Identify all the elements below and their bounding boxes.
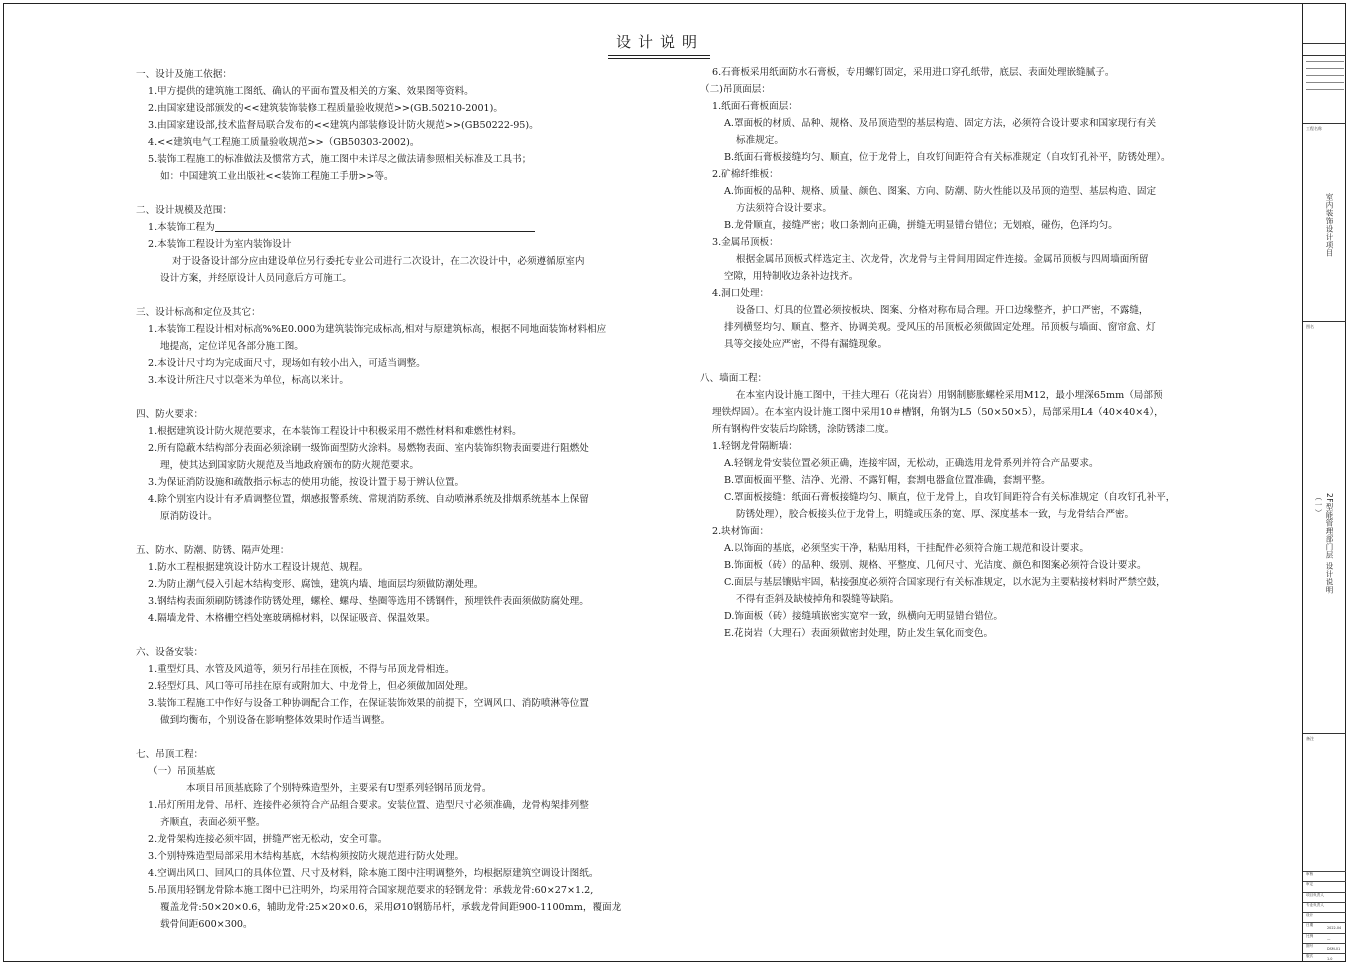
project-name: 室内装饰设计项目: [1325, 193, 1334, 257]
drawing-name: 2F型能管理部门层 设计说明（一）: [1314, 493, 1334, 594]
left-note-line: [136, 678, 636, 695]
left-note-line: [136, 253, 636, 270]
left-note-line: [136, 695, 636, 712]
left-note-line-text: 2.本设计尺寸均为完成面尺寸，现场如有较小出入，可适当调整。: [148, 358, 426, 369]
left-note-line: [136, 100, 636, 117]
left-note-line-text: 2.龙骨架构连接必须牢固，拼缝严密无松动，安全可靠。: [148, 834, 388, 845]
left-note-line-text: 4.<<建筑电气工程施工质量验收规范>>（GB50303-2002)。: [148, 137, 420, 148]
right-note-line: [700, 404, 1220, 421]
left-note-line: [136, 406, 636, 423]
right-note-line-text: 八、墙面工程：: [700, 373, 768, 384]
right-note-line: [700, 557, 1220, 574]
title-block: [1303, 3, 1346, 962]
right-note-line-text: 方法须符合设计要求。: [736, 203, 832, 214]
right-note-line-text: A.轻钢龙骨安装位置必须正确，连接牢固，无松动，正确选用龙骨系列并符合产品要求。: [724, 458, 1099, 469]
left-note-line-text: 3.装饰工程施工中作好与设备工种协调配合工作，在保证装饰效果的前提下，空调风口、消防喷淋等位置: [148, 698, 589, 709]
left-note-line: [136, 134, 636, 151]
right-note-line-text: A.饰面板的品种、规格、质量、颜色、图案、方向、防潮、防火性能以及吊顶的造型、基层构造、固定: [724, 186, 1157, 197]
left-note-line: [136, 797, 636, 814]
right-note-line-text: 排列横竖均匀、顺直、整齐、协调美观。受风压的吊顶板必须做固定处理。吊顶板与墙面、窗帘盒、灯: [724, 322, 1156, 333]
right-note-line-text: 埋铁焊固）。在本室内设计施工图中采用10＃槽钢，角钢为L5（50×50×5），局部采用L4（40×40×4），: [712, 407, 1164, 418]
right-note-line-text: 2.块材饰面：: [712, 526, 770, 537]
right-note-line-text: 1.轻钢龙骨隔断墙：: [712, 441, 798, 452]
right-note-line: [700, 115, 1220, 132]
left-note-line: [136, 780, 636, 797]
title-block-row-label: 项目负责人: [1306, 892, 1324, 897]
title-block-row-value: 1.0: [1327, 957, 1333, 962]
right-note-line: [700, 217, 1220, 234]
left-note-line-text: 3.本设计所注尺寸以毫米为单位，标高以米计。: [148, 375, 350, 386]
notes-left-column: [136, 66, 636, 933]
right-note-line: [700, 234, 1220, 251]
right-note-line: [700, 336, 1220, 353]
title-block-row: [1303, 892, 1346, 902]
right-note-line-text: 标准规定。: [736, 135, 784, 146]
right-note-line: [700, 574, 1220, 591]
title-block-row-value: 2022-04: [1327, 926, 1342, 931]
right-note-line: [700, 370, 1220, 387]
right-note-line: [700, 166, 1220, 183]
right-note-line: [700, 455, 1220, 472]
right-note-line-text: 2.矿棉纤维板：: [712, 169, 779, 180]
left-note-line: [136, 814, 636, 831]
right-note-line-text: 空隙，用特制收边条补边找齐。: [724, 271, 859, 282]
title-block-rule: [1303, 733, 1346, 734]
left-note-line-text: 齐顺直，表面必须平整。: [160, 817, 266, 828]
right-note-line-text: C.面层与基层镶贴牢固，粘接强度必须符合国家现行有关标准规定，以水泥为主要粘接材料时严禁空鼓，: [724, 577, 1166, 588]
right-note-line-text: 3.金属吊顶板：: [712, 237, 779, 248]
right-note-line-text: 设备口、灯具的位置必须按板块、图案、分格对称布局合理。开口边缘整齐，护口严密，不露缝，: [736, 305, 1149, 316]
right-note-line: [700, 285, 1220, 302]
right-note-line-text: E.花岗岩（大理石）表面须做密封处理，防止发生氧化而变色。: [724, 628, 994, 639]
left-note-line-text: 2.所有隐蔽木结构部分表面必须涂刷一级饰面型防火涂料。易燃物表面、室内装饰织物表面要进行阻燃处: [148, 443, 589, 454]
left-note-line-text: 1.吊灯所用龙骨、吊杆、连接件必须符合产品组合要求。安装位置、造型尺寸必须准确，龙骨构架排列整: [148, 800, 589, 811]
right-note-line-text: 1.纸面石膏板面层：: [712, 101, 798, 112]
right-note-line-text: 具等交接处应严密，不得有漏缝现象。: [724, 339, 888, 350]
right-note-line-text: A.以饰面的基底，必须坚实干净，粘贴用料，干挂配件必须符合施工规范和设计要求。: [724, 543, 1089, 554]
title-block-row: [1303, 953, 1346, 963]
left-note-line: [136, 474, 636, 491]
right-note-line: [700, 268, 1220, 285]
title-block-row: [1303, 871, 1346, 881]
left-note-line: [136, 321, 636, 338]
right-note-line: [700, 183, 1220, 200]
right-note-line: [700, 523, 1220, 540]
title-block-row-label: 日期: [1306, 923, 1314, 928]
left-note-line: [136, 66, 636, 83]
left-note-line-text: 原消防设计。: [160, 511, 218, 522]
left-note-line-text: 理，使其达到国家防火规范及当地政府颁布的防火规范要求。: [160, 460, 420, 471]
title-block-row-value: —: [1327, 936, 1331, 941]
title-block-row: [1303, 922, 1346, 932]
left-note-line-text: 1.重型灯具、水管及风道等，须另行吊挂在顶板，不得与吊顶龙骨相连。: [148, 664, 455, 675]
left-note-line: [136, 219, 636, 236]
left-note-line-text: 覆盖龙骨:50×20×0.6，辅助龙骨:25×20×0.6，采用Ø10钢筋吊杆，承载龙骨间距900-1100mm，覆面龙: [160, 902, 622, 913]
left-note-line: [136, 831, 636, 848]
left-note-line-text: 1.本装饰工程为: [148, 222, 215, 233]
page-title: 设计说明: [615, 33, 704, 51]
left-note-line-text: 四、防火要求：: [136, 409, 204, 420]
right-note-line: [700, 421, 1220, 438]
right-note-line: [700, 540, 1220, 557]
left-note-line-text: 1.本装饰工程设计相对标高%%E0.000为建筑装饰完成标高,相对与原建筑标高，根据不同地面装饰材料相应: [148, 324, 607, 335]
right-note-line-text: C.罩面板接缝：纸面石膏板接缝均匀、顺直，位于龙骨上，自攻钉间距符合有关标准规定（自攻钉孔补平，: [724, 492, 1176, 503]
right-note-line: [700, 625, 1220, 642]
title-block-rows: [1303, 871, 1346, 964]
left-note-line-text: 对于设备设计部分应由建设单位另行委托专业公司进行二次设计，在二次设计中，必须遵循原室内: [172, 256, 585, 267]
left-note-line-text: 如：中国建筑工业出版社<<装饰工程施工手册>>等。: [160, 171, 394, 182]
left-note-line-text: 七、吊顶工程：: [136, 749, 204, 760]
title-block-row-label: 比例: [1306, 933, 1314, 938]
left-note-line: [136, 746, 636, 763]
right-note-line-text: B.罩面板面平整、洁净、光滑、不露钉帽，套割电器盒位置准确，套割平整。: [724, 475, 1051, 486]
left-note-line: [136, 338, 636, 355]
left-note-line-text: 六、设备安装：: [136, 647, 204, 658]
title-block-row-label: 版次: [1306, 954, 1314, 959]
right-note-line: [700, 64, 1220, 81]
right-note-line: [700, 302, 1220, 319]
right-note-line-text: B.纸面石膏板接缝均匀、顺直，位于龙骨上，自攻钉间距符合有关标准规定（自攻钉孔补平，防锈处理）。: [724, 152, 1171, 163]
title-block-rule: [1303, 43, 1346, 44]
drawing-label: 图名: [1306, 324, 1314, 329]
title-underline: [608, 55, 710, 56]
right-note-line: [700, 506, 1220, 523]
left-note-line-text: 2.轻型灯具、风口等可吊挂在原有或附加大、中龙骨上，但必须做加固处理。: [148, 681, 474, 692]
right-note-line: [700, 251, 1220, 268]
title-block-row: [1303, 902, 1346, 912]
right-note-line: [700, 387, 1220, 404]
right-note-line: [700, 98, 1220, 115]
left-note-line-text: 3.钢结构表面须刷防锈漆作防锈处理，螺栓、螺母、垫圈等选用不锈钢件，预埋铁件表面须做防腐处理。: [148, 596, 589, 607]
right-note-line: [700, 81, 1220, 98]
left-note-line-text: 一、设计及施工依据：: [136, 69, 232, 80]
left-note-line: [136, 593, 636, 610]
right-note-line: [700, 438, 1220, 455]
left-note-line-text: 二、设计规模及范围：: [136, 205, 232, 216]
title-block-row: [1303, 933, 1346, 943]
right-note-line-text: 防锈处理），胶合板接头位于龙骨上，明缝或压条的宽、厚、深度基本一致，与龙骨结合严密。: [736, 509, 1135, 520]
left-note-line: [136, 916, 636, 933]
title-block-row: [1303, 912, 1346, 922]
title-block-row: [1303, 881, 1346, 891]
right-note-line-text: A.罩面板的材质、品种、规格、及吊顶造型的基层构造、固定方法，必须符合设计要求和国家现行有关: [724, 118, 1157, 129]
left-note-line-text: 2.本装饰工程设计为室内装饰设计: [148, 239, 292, 250]
right-note-line: [700, 591, 1220, 608]
right-note-line: [700, 319, 1220, 336]
right-note-line: [700, 149, 1220, 166]
title-block-row-label: 审核: [1306, 872, 1314, 876]
left-note-line: [136, 865, 636, 882]
right-note-line-text: 6.石膏板采用纸面防水石膏板，专用螺钉固定，采用进口穿孔纸带，底层、表面处理嵌缝腻子。: [712, 67, 1115, 78]
left-note-line-text: 三、设计标高和定位及其它：: [136, 307, 261, 318]
left-note-line-text: 4.除个别室内设计有矛盾调整位置，烟感报警系统、常规消防系统、自动喷淋系统及排烟系统基本上保留: [148, 494, 589, 505]
right-note-line-text: 在本室内设计施工图中，干挂大理石（花岗岩）用钢制膨胀螺栓采用M12，最小埋深65mm（局部预: [736, 390, 1163, 401]
right-note-line: [700, 200, 1220, 217]
left-note-line-text: 4.隔墙龙骨、木格栅空档处塞玻璃棉材料，以保证吸音、保温效果。: [148, 613, 436, 624]
left-note-line-text: 1.甲方提供的建筑施工图纸、确认的平面布置及相关的方案、效果图等资料。: [148, 86, 474, 97]
left-note-line: [136, 423, 636, 440]
title-block-notes: [1306, 61, 1344, 117]
left-note-line-text: 3.个别特殊造型局部采用木结构基底，木结构须按防火规范进行防火处理。: [148, 851, 465, 862]
left-note-line: [136, 542, 636, 559]
title-block-rule: [1303, 55, 1346, 56]
left-note-line: [136, 202, 636, 219]
left-note-line-text: 1.防水工程根据建筑设计防水工程设计规范、规程。: [148, 562, 369, 573]
left-note-line-text: 载骨间距600×300。: [160, 919, 253, 930]
left-note-line-text: 本项目吊顶基底除了个别特殊造型外，主要采有U型系列轻钢吊顶龙骨。: [186, 783, 492, 794]
left-note-line: [136, 83, 636, 100]
right-note-line-text: 不得有歪斜及缺棱掉角和裂缝等缺陷。: [736, 594, 900, 605]
right-note-line-text: （二)吊顶面层：: [700, 84, 771, 95]
left-note-line: [136, 661, 636, 678]
notes-right-column: [700, 64, 1220, 642]
left-note-line: [136, 457, 636, 474]
title-block-row: [1303, 943, 1346, 953]
title-block-row-value: DSM-01: [1327, 947, 1341, 952]
right-note-line-text: B.龙骨顺直，接缝严密；收口条割向正确，拼缝无明显错台错位；无划痕，碰伤，色泽均匀。: [724, 220, 1118, 231]
title-block-row-label: 审定: [1306, 882, 1314, 887]
title-block-rule: [1303, 321, 1346, 322]
right-note-line-text: D.饰面板（砖）接缝填嵌密实宽窄一致，纵横向无明显错台错位。: [724, 611, 1004, 622]
right-note-line: [700, 132, 1220, 149]
left-note-line: [136, 610, 636, 627]
left-note-line: [136, 763, 636, 780]
project-label: 工程名称: [1306, 126, 1322, 131]
right-note-line-text: 根据金属吊顶板式样选定主、次龙骨，次龙骨与主骨间用固定件连接。金属吊顶板与四周墙面所留: [736, 254, 1149, 265]
right-note-line-text: 4.洞口处理：: [712, 288, 770, 299]
left-note-line-text: 2.由国家建设部颁发的<<建筑装饰装修工程质量验收规范>>(GB.50210-2001)。: [148, 103, 503, 114]
left-note-line: [136, 576, 636, 593]
left-note-line: [136, 848, 636, 865]
left-note-line-text: 五、防水、防潮、防锈、隔声处理：: [136, 545, 290, 556]
left-note-line: [136, 151, 636, 168]
title-block-row-label: 图号: [1306, 944, 1314, 949]
remark-label: 备注: [1306, 736, 1314, 741]
left-note-line: [136, 491, 636, 508]
left-note-line: [136, 304, 636, 321]
right-note-line: [700, 608, 1220, 625]
right-note-line: [700, 472, 1220, 489]
left-note-line-text: 1.根据建筑设计防火规范要求，在本装饰工程设计中积极采用不燃性材料和难燃性材料。: [148, 426, 522, 437]
left-note-line: [136, 270, 636, 287]
left-note-line-text: 5.吊顶用轻钢龙骨除本施工图中已注明外，均采用符合国家规范要求的轻钢龙骨：承载龙骨:60×27×1.2,: [148, 885, 594, 896]
title-block-rule: [1303, 123, 1346, 124]
left-note-line-text: （一）吊顶基底: [148, 766, 216, 777]
left-note-line-text: 2.为防止潮气侵入引起木结构变形、腐蚀，建筑内墙、地面层均须做防潮处理。: [148, 579, 484, 590]
left-note-line: [136, 882, 636, 899]
left-note-line: [136, 644, 636, 661]
left-note-line-text: 设计方案，并经原设计人员同意后方可施工。: [160, 273, 352, 284]
left-note-line: [136, 440, 636, 457]
fill-in-blank: [215, 220, 535, 232]
left-note-line-text: 4.空调出风口、回风口的具体位置、尺寸及材料，除本施工图中注明调整外，均根据原建筑空调设计图纸。: [148, 868, 599, 879]
left-note-line: [136, 168, 636, 185]
left-note-line: [136, 899, 636, 916]
left-note-line-text: 3.由国家建设部,技术监督局联合发布的<<建筑内部装修设计防火规范>>(GB50222-95)。: [148, 120, 539, 131]
right-note-line-text: 所有钢构件安装后均除锈，涂防锈漆二度。: [712, 424, 895, 435]
left-note-line-text: 地提高，定位详见各部分施工图。: [160, 341, 304, 352]
title-block-row-label: 专业负责人: [1306, 902, 1324, 907]
title-underline-thin: [608, 58, 710, 59]
left-note-line: [136, 372, 636, 389]
left-note-line-text: 做到均衡布，个别设备在影响整体效果时作适当调整。: [160, 715, 391, 726]
right-note-line: [700, 489, 1220, 506]
left-note-line-text: 5.装饰工程施工的标准做法及惯常方式，施工图中未详尽之做法请参照相关标准及工具书；: [148, 154, 532, 165]
left-note-line: [136, 712, 636, 729]
title-block-row-label: 设计: [1306, 913, 1314, 918]
left-note-line: [136, 236, 636, 253]
left-note-line: [136, 508, 636, 525]
left-note-line: [136, 117, 636, 134]
right-note-line-text: B.饰面板（砖）的品种、级别、规格、平整度、几何尺寸、光洁度、颜色和图案必须符合设计要求。: [724, 560, 1147, 571]
left-note-line: [136, 355, 636, 372]
left-note-line-text: 3.为保证消防设施和疏散指示标志的使用功能，按设计置于易于辨认位置。: [148, 477, 465, 488]
left-note-line: [136, 559, 636, 576]
